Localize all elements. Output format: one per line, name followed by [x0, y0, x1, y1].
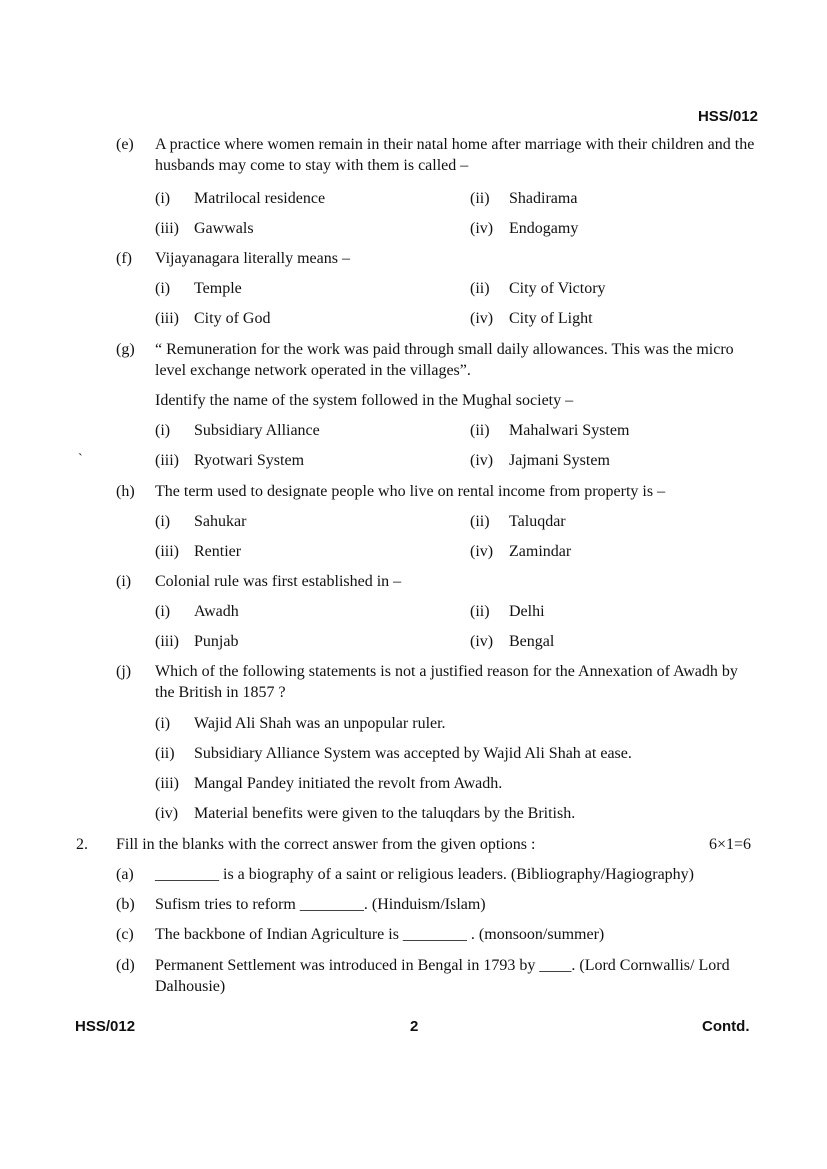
- stray-mark: `: [78, 452, 83, 467]
- option-label: (iii): [155, 543, 179, 560]
- question-label: (h): [116, 483, 135, 500]
- header-code: HSS/012: [697, 108, 758, 125]
- option-label: (ii): [470, 603, 490, 620]
- option-text: Mangal Pandey initiated the revolt from Awadh.: [194, 775, 503, 792]
- option-text: Ryotwari System: [194, 452, 305, 469]
- question-text: “ Remuneration for the work was paid through small daily allowances. This was the micro level exchange network operated in the villages”.: [155, 341, 734, 379]
- option-text: Rentier: [194, 543, 242, 560]
- option-label: (ii): [470, 190, 490, 207]
- option-text: Temple: [194, 280, 242, 297]
- option-label: (iii): [155, 310, 179, 327]
- question-label: (e): [116, 136, 134, 153]
- option-label: (iii): [155, 220, 179, 237]
- option-label: (i): [155, 603, 171, 620]
- option-text: Zamindar: [509, 543, 572, 560]
- option-label: (i): [155, 715, 171, 732]
- option-text: Gawwals: [194, 220, 254, 237]
- option-label: (iv): [470, 452, 494, 469]
- option-label: (iv): [470, 310, 494, 327]
- option-text: Subsidiary Alliance: [194, 422, 320, 439]
- option-label: (ii): [470, 280, 490, 297]
- option-label: (i): [155, 422, 171, 439]
- option-label: (iii): [155, 452, 179, 469]
- page-number: 2: [410, 1018, 419, 1035]
- question-text: The term used to designate people who live on rental income from property is –: [155, 483, 666, 500]
- option-label: (i): [155, 280, 171, 297]
- option-text: Matrilocal residence: [194, 190, 326, 207]
- option-text: Awadh: [194, 603, 239, 620]
- item-label: (d): [116, 957, 135, 974]
- question-number: 2.: [76, 836, 88, 853]
- option-text: City of God: [194, 310, 271, 327]
- question-label: (g): [116, 341, 135, 358]
- question-text: Colonial rule was first established in –: [155, 573, 402, 590]
- option-text: City of Light: [509, 310, 593, 327]
- option-label: (iv): [470, 220, 494, 237]
- option-text: Delhi: [509, 603, 545, 620]
- option-text: Material benefits were given to the taluqdars by the British.: [194, 805, 576, 822]
- option-text: Sahukar: [194, 513, 247, 530]
- option-label: (iv): [470, 543, 494, 560]
- question-label: (j): [116, 663, 132, 680]
- item-label: (a): [116, 866, 134, 883]
- option-text: Wajid Ali Shah was an unpopular ruler.: [194, 715, 446, 732]
- option-label: (iii): [155, 775, 179, 792]
- continued-label: Contd.: [702, 1018, 750, 1035]
- item-text: The backbone of Indian Agriculture is ________ . (monsoon/summer): [155, 926, 605, 943]
- question-text: Fill in the blanks with the correct answer from the given options :: [116, 836, 536, 853]
- item-text: ________ is a biography of a saint or religious leaders. (Bibliography/Hagiography): [155, 866, 694, 883]
- item-label: (c): [116, 926, 134, 943]
- option-label: (i): [155, 513, 171, 530]
- item-text: Permanent Settlement was introduced in Bengal in 1793 by ____. (Lord Cornwallis/ Lord Dalhousie): [155, 957, 730, 995]
- marks: 6×1=6: [709, 836, 752, 853]
- question-text: Which of the following statements is not a justified reason for the Annexation of Awadh by the British in 1857 ?: [155, 663, 738, 701]
- footer-code: HSS/012: [75, 1018, 136, 1035]
- question-label: (f): [116, 250, 132, 267]
- question-text: A practice where women remain in their natal home after marriage with their children and the husbands may come to stay with them is called –: [155, 136, 755, 174]
- option-label: (i): [155, 190, 171, 207]
- item-text: Sufism tries to reform ________. (Hinduism/Islam): [155, 896, 486, 913]
- option-text: Jajmani System: [509, 452, 610, 469]
- option-label: (iv): [470, 633, 494, 650]
- option-label: (iv): [155, 805, 179, 822]
- option-text: City of Victory: [509, 280, 606, 297]
- option-text: Shadirama: [509, 190, 578, 207]
- option-text: Punjab: [194, 633, 239, 650]
- question-subtext: Identify the name of the system followed in the Mughal society –: [155, 392, 574, 409]
- option-label: (iii): [155, 633, 179, 650]
- option-label: (ii): [470, 513, 490, 530]
- option-label: (ii): [155, 745, 175, 762]
- item-label: (b): [116, 896, 135, 913]
- option-text: Endogamy: [509, 220, 579, 237]
- option-text: Subsidiary Alliance System was accepted by Wajid Ali Shah at ease.: [194, 745, 632, 762]
- option-label: (ii): [470, 422, 490, 439]
- option-text: Taluqdar: [509, 513, 566, 530]
- option-text: Bengal: [509, 633, 555, 650]
- option-text: Mahalwari System: [509, 422, 630, 439]
- question-text: Vijayanagara literally means –: [155, 250, 350, 267]
- question-label: (i): [116, 573, 132, 590]
